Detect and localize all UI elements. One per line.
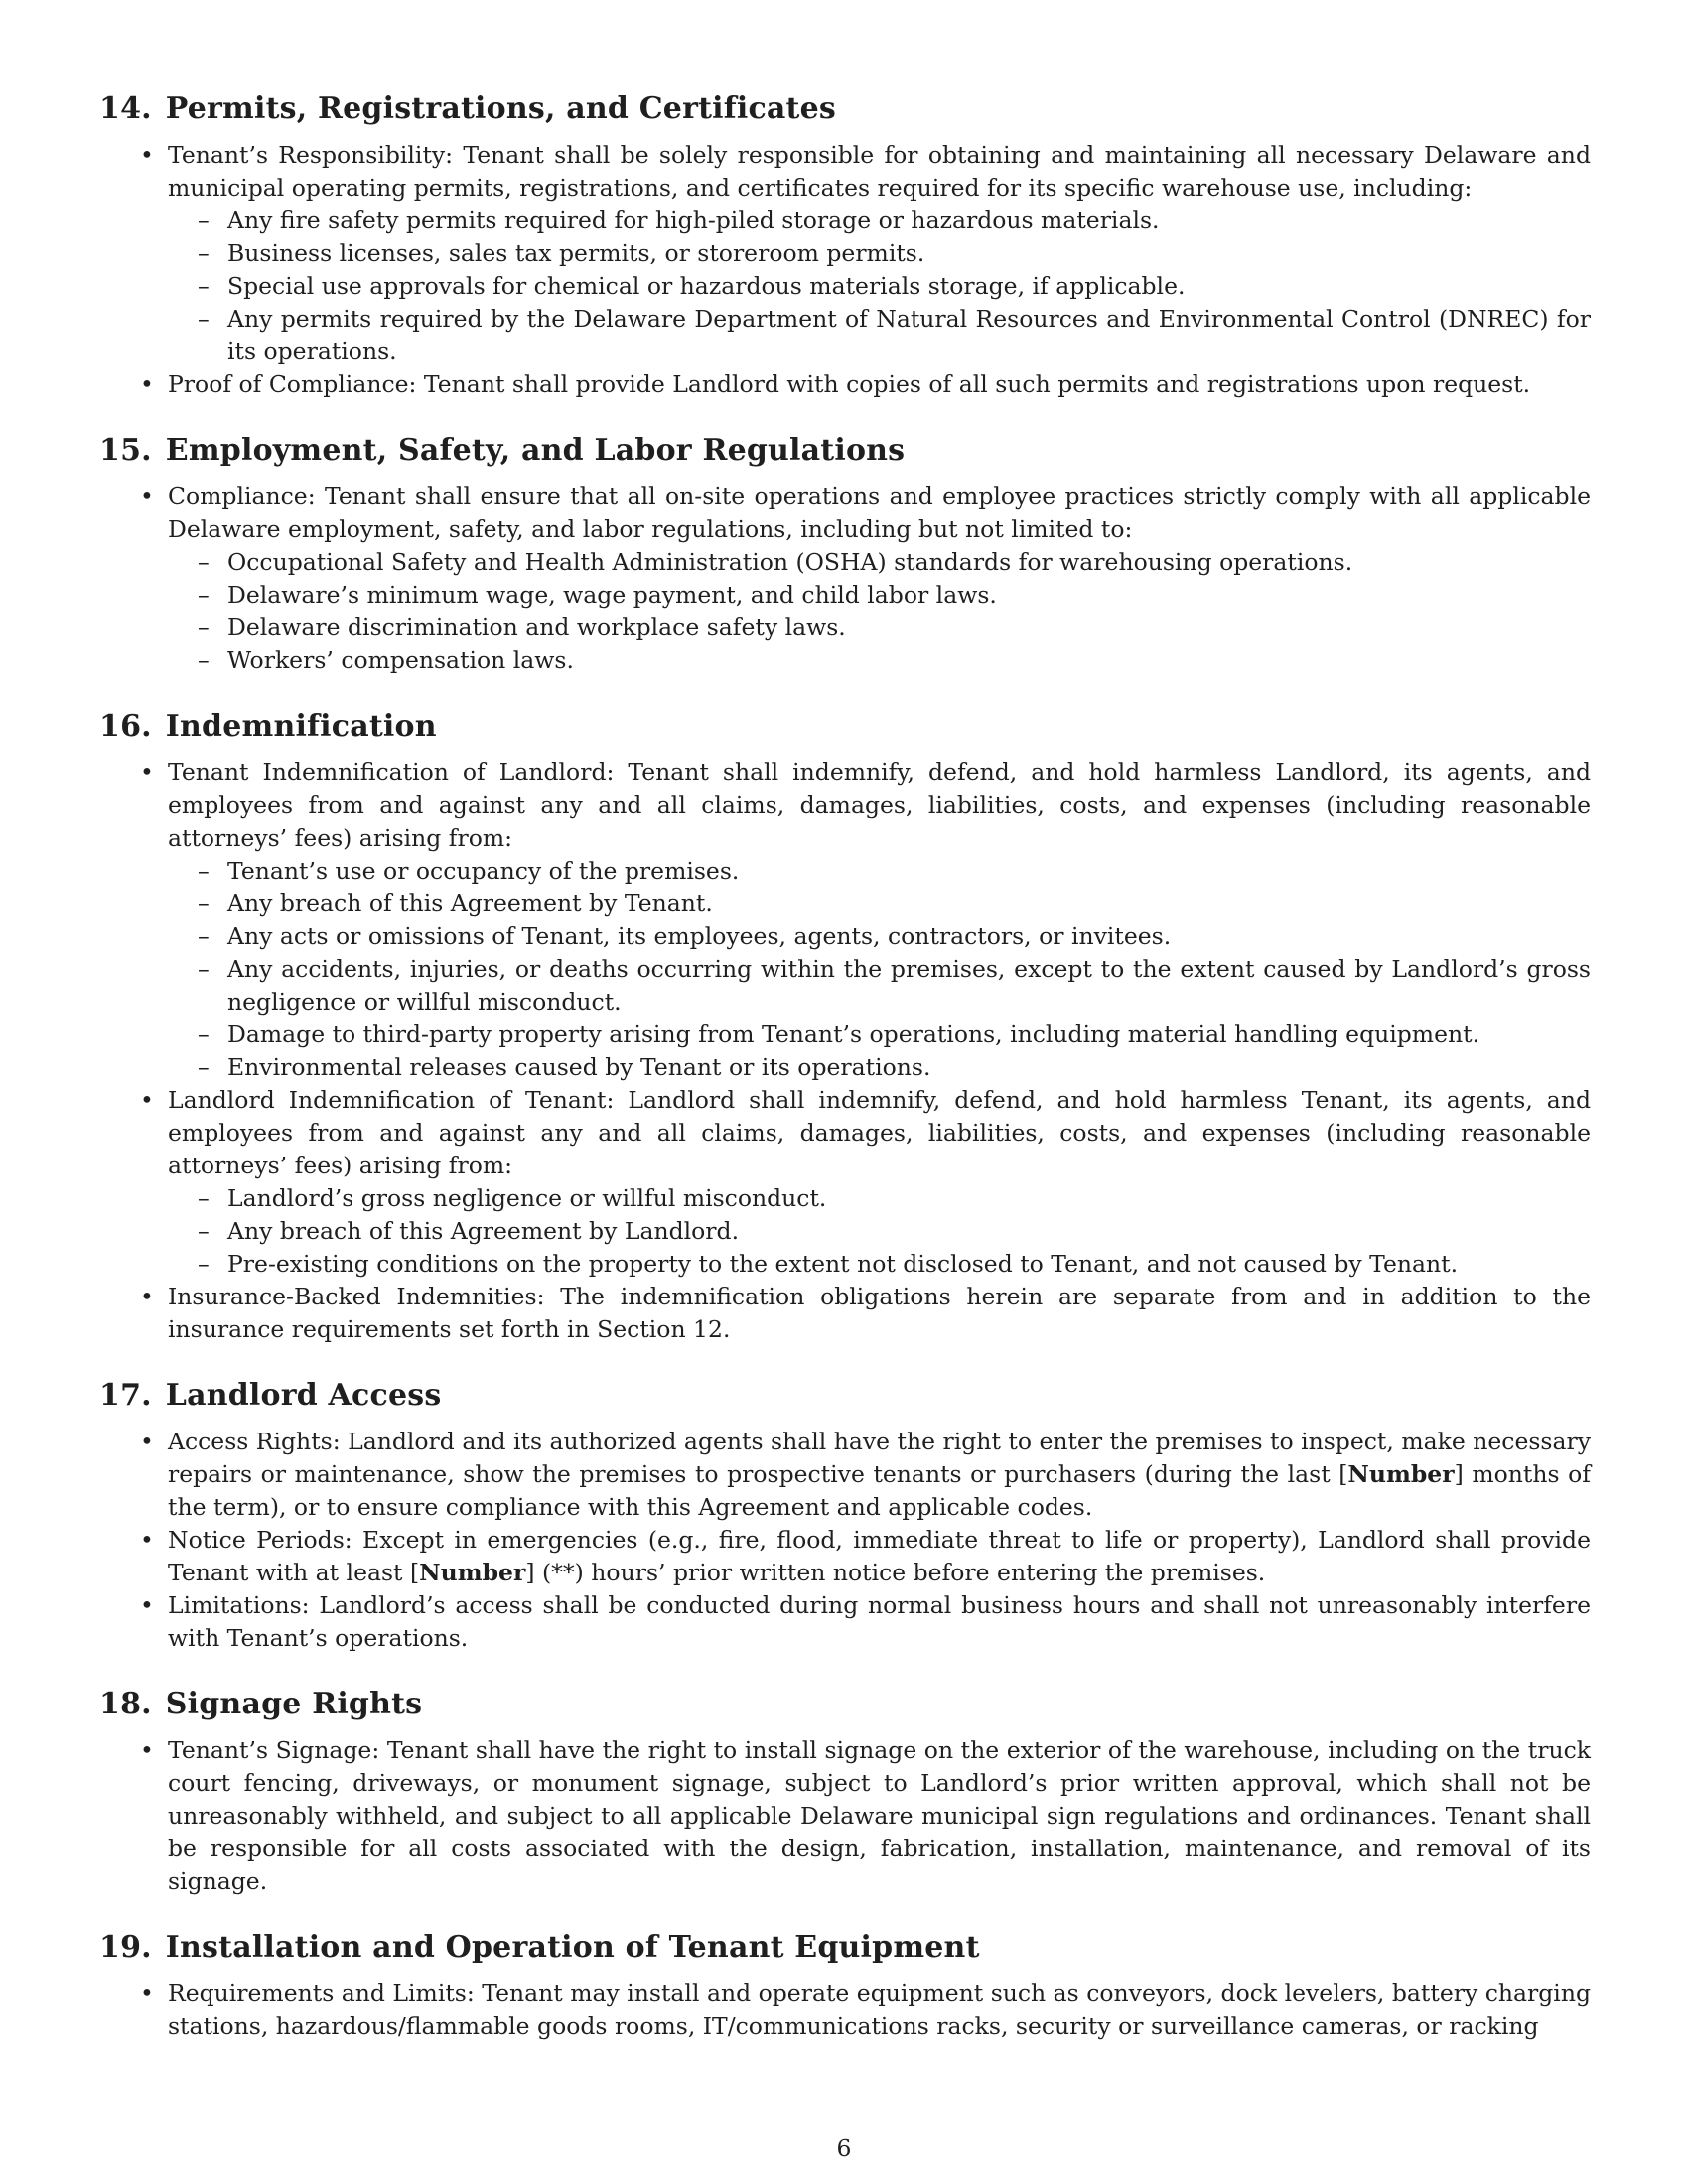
sub-list: [168, 546, 1591, 677]
section-heading: [99, 707, 1591, 747]
list-item: [99, 756, 1591, 1084]
section-heading: [99, 89, 1591, 129]
list-item: [99, 139, 1591, 368]
document-page: [99, 89, 1591, 2073]
section-number: 14.: [99, 91, 152, 126]
item-text: Access Rights: Landlord and its authorized agents shall have the right to enter the premises to inspect, make necessary repairs or maintenance, show the premises to prospective tenants or purchasers (during the last [: [168, 1428, 1591, 1488]
section-16: [99, 707, 1591, 1346]
list-item: [99, 1524, 1591, 1589]
section-18: [99, 1685, 1591, 1898]
sub-list-item: – Delaware discrimination and workplace safety laws.: [168, 612, 1591, 644]
page-number: 6: [836, 2134, 852, 2162]
sub-list-item: – Any accidents, injuries, or deaths occurring within the premises, except to the extent caused by Landlord’s gross negligence or willful misconduct.: [168, 953, 1591, 1019]
section-heading: [99, 1928, 1591, 1968]
section-number: 16.: [99, 709, 152, 744]
item-text: Proof of Compliance: Tenant shall provide Landlord with copies of all such permits and registrations upon request.: [168, 370, 1531, 398]
item-text: Insurance-Backed Indemnities: The indemnification obligations herein are separate from and in addition to the insurance requirements set forth in Section 12.: [168, 1283, 1591, 1343]
section-number: 18.: [99, 1687, 152, 1721]
sub-list-item: – Any acts or omissions of Tenant, its employees, agents, contractors, or invitees.: [168, 920, 1591, 953]
sub-list-item: – Any breach of this Agreement by Tenant.: [168, 887, 1591, 920]
sub-list: [168, 205, 1591, 368]
list-item: [99, 368, 1591, 401]
sub-list-item: – Special use approvals for chemical or hazardous materials storage, if applicable.: [168, 270, 1591, 303]
sub-list-item: – Damage to third-party property arising from Tenant’s operations, including material handling equipment.: [168, 1019, 1591, 1051]
section-title: Employment, Safety, and Labor Regulations: [165, 433, 906, 468]
item-text: Tenant’s Responsibility: Tenant shall be solely responsible for obtaining and maintaining all necessary Delaware and municipal operating permits, registrations, and certificates required for its specific warehouse use, including:: [168, 141, 1591, 202]
sub-list-item: – Tenant’s use or occupancy of the premises.: [168, 855, 1591, 887]
item-text: Notice Periods: Except in emergencies (e.g., fire, flood, immediate threat to life or property), Landlord shall provide Tenant with at least [: [168, 1526, 1591, 1586]
bullet-list: [99, 1978, 1591, 2043]
sub-list-item: – Any breach of this Agreement by Landlord.: [168, 1215, 1591, 1248]
section-heading: [99, 1685, 1591, 1724]
item-text: ] months of the term), or to ensure compliance with this Agreement and applicable codes.: [168, 1460, 1591, 1521]
section-title: Landlord Access: [165, 1378, 442, 1413]
section-heading: [99, 1376, 1591, 1416]
section-number: 19.: [99, 1930, 152, 1965]
list-item: [99, 1084, 1591, 1281]
list-item: [99, 1978, 1591, 2043]
section-15: [99, 431, 1591, 677]
sub-list-item: – Pre-existing conditions on the property to the extent not disclosed to Tenant, and not caused by Tenant.: [168, 1248, 1591, 1281]
sub-list-item: – Any permits required by the Delaware Department of Natural Resources and Environmental Control (DNREC) for its operations.: [168, 303, 1591, 368]
list-item: [99, 480, 1591, 677]
sub-list-item: – Business licenses, sales tax permits, or storeroom permits.: [168, 237, 1591, 270]
bullet-list: [99, 480, 1591, 677]
item-text: Landlord Indemnification of Tenant: Landlord shall indemnify, defend, and hold harmless Tenant, its agents, and employees from and against any and all claims, damages, liabilities, costs, and expenses (including reasonable attorneys’ fees) arising from:: [168, 1086, 1591, 1179]
section-17: [99, 1376, 1591, 1655]
item-text: Requirements and Limits: Tenant may install and operate equipment such as conveyors, dock levelers, battery charging stations, hazardous/flammable goods rooms, IT/communications racks, security or surveillance cameras, or racking: [168, 1979, 1591, 2040]
placeholder-text: Number: [1347, 1460, 1455, 1488]
bullet-list: [99, 139, 1591, 401]
section-number: 17.: [99, 1378, 152, 1413]
item-text: Tenant Indemnification of Landlord: Tenant shall indemnify, defend, and hold harmless Landlord, its agents, and employees from and against any and all claims, damages, liabilities, costs, and expenses (including reasonable attorneys’ fees) arising from:: [168, 758, 1591, 852]
sub-list: [168, 855, 1591, 1084]
sub-list-item: – Delaware’s minimum wage, wage payment, and child labor laws.: [168, 579, 1591, 612]
section-title: Indemnification: [165, 709, 437, 744]
section-title: Installation and Operation of Tenant Equipment: [165, 1930, 980, 1965]
placeholder-text: Number: [419, 1559, 526, 1586]
sub-list-item: – Occupational Safety and Health Administration (OSHA) standards for warehousing operations.: [168, 546, 1591, 579]
item-text: Tenant’s Signage: Tenant shall have the right to install signage on the exterior of the warehouse, including on the truck court fencing, driveways, or monument signage, subject to Landlord’s prior written approval, which shall not be unreasonably withheld, and subject to all applicable Delaware municipal sign regulations and ordinances. Tenant shall be responsible for all costs associated with the design, fabrication, installation, maintenance, and removal of its signage.: [168, 1736, 1591, 1895]
section-title: Permits, Registrations, and Certificates: [165, 91, 836, 126]
list-item: [99, 1589, 1591, 1655]
list-item: [99, 1281, 1591, 1346]
section-heading: [99, 431, 1591, 471]
list-item: [99, 1426, 1591, 1524]
sub-list-item: – Workers’ compensation laws.: [168, 644, 1591, 677]
item-text: Compliance: Tenant shall ensure that all on-site operations and employee practices strictly comply with all applicable Delaware employment, safety, and labor regulations, including but not limited to:: [168, 482, 1591, 543]
bullet-list: [99, 1426, 1591, 1655]
section-title: Signage Rights: [165, 1687, 423, 1721]
section-19: [99, 1928, 1591, 2043]
list-item: [99, 1734, 1591, 1898]
bullet-list: [99, 756, 1591, 1346]
item-text: Limitations: Landlord’s access shall be conducted during normal business hours and shall not unreasonably interfere with Tenant’s operations.: [168, 1591, 1591, 1652]
section-14: [99, 89, 1591, 401]
section-number: 15.: [99, 433, 152, 468]
sub-list-item: – Any fire safety permits required for high-piled storage or hazardous materials.: [168, 205, 1591, 237]
sub-list-item: – Environmental releases caused by Tenant or its operations.: [168, 1051, 1591, 1084]
bullet-list: [99, 1734, 1591, 1898]
sub-list: [168, 1182, 1591, 1281]
sub-list-item: – Landlord’s gross negligence or willful misconduct.: [168, 1182, 1591, 1215]
item-text: ] (**) hours’ prior written notice before entering the premises.: [525, 1559, 1266, 1586]
